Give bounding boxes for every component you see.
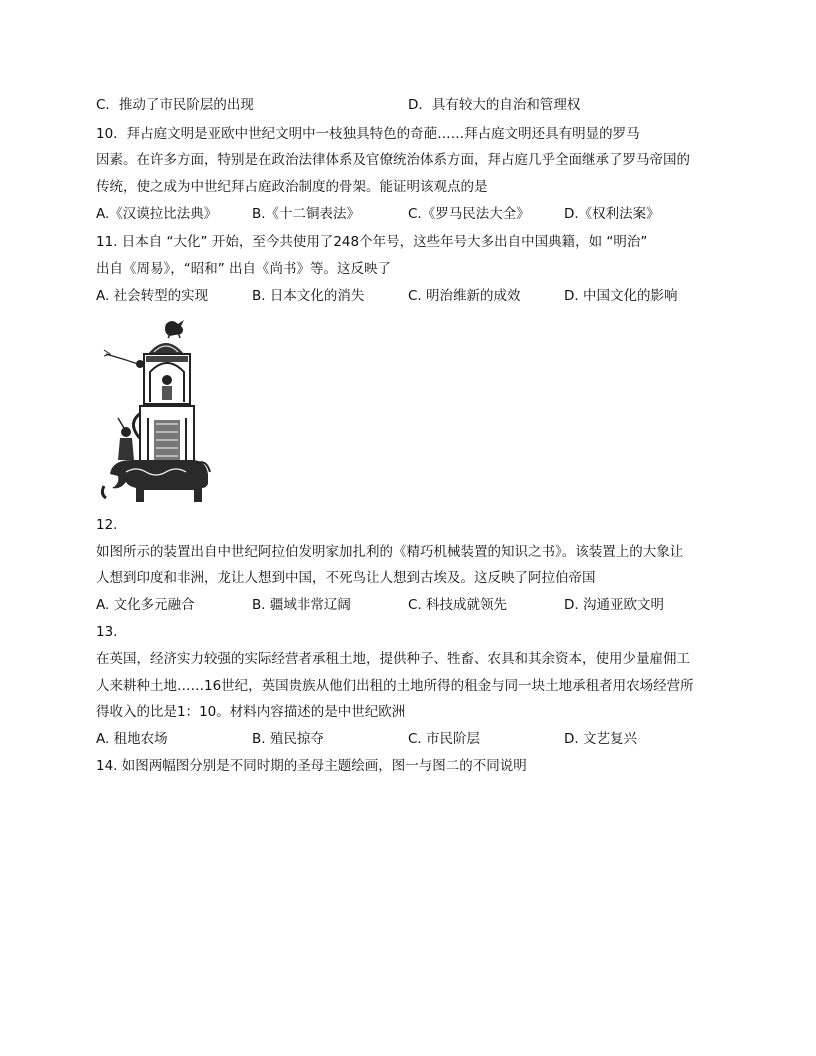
- q12-option-c[interactable]: C. 科技成就领先: [408, 597, 508, 613]
- q10-options-row: [96, 205, 736, 223]
- q12-number: 12.: [96, 517, 118, 533]
- q11-option-d[interactable]: D. 中国文化的影响: [564, 288, 678, 304]
- q13-stem-line2: 人来耕种土地……16世纪，英国贵族从他们出租的土地所得的租金与同一块土地承租者用农场经营所: [96, 678, 694, 694]
- q13-stem-line3: 得收入的比是1：10。材料内容描述的是中世纪欧洲: [96, 704, 406, 720]
- q12-stem-line1: 如图所示的装置出自中世纪阿拉伯发明家加扎利的《精巧机械装置的知识之书》。该装置上的大象让: [96, 544, 684, 560]
- q12-stem-line2: 人想到印度和非洲，龙让人想到中国，不死鸟让人想到古埃及。这反映了阿拉伯帝国: [96, 570, 596, 586]
- q13-number: 13.: [96, 624, 118, 640]
- q10-stem-line1: 10．拜占庭文明是亚欧中世纪文明中一枝独具特色的奇葩……拜占庭文明还具有明显的罗马: [96, 126, 640, 142]
- q11-option-a[interactable]: A. 社会转型的实现: [96, 288, 209, 304]
- q10-stem-line3: 传统，使之成为中世纪拜占庭政治制度的骨架。能证明该观点的是: [96, 179, 488, 195]
- q11-option-c[interactable]: C. 明治维新的成效: [408, 288, 521, 304]
- elephant-clock-figure: [96, 314, 220, 506]
- q12-options-row: [96, 596, 736, 614]
- q13-option-b[interactable]: B. 殖民掠夺: [252, 731, 324, 747]
- q12-option-d[interactable]: D. 沟通亚欧文明: [564, 597, 664, 613]
- q12-option-a[interactable]: A. 文化多元融合: [96, 597, 195, 613]
- q13-options-row: [96, 730, 736, 748]
- q10-stem-line2: 因素。在许多方面，特别是在政治法律体系及官僚统治体系方面，拜占庭几乎全面继承了罗马帝国的: [96, 152, 690, 168]
- q14-stem-line1: 14. 如图两幅图分别是不同时期的圣母主题绘画，图一与图二的不同说明: [96, 758, 527, 774]
- q11-options-row: [96, 287, 736, 305]
- q10-option-c[interactable]: C.《罗马民法大全》: [408, 206, 530, 222]
- q11-stem-line1: 11. 日本自 “大化” 开始，至今共使用了248个年号，这些年号大多出自中国典籍，如 “明治”: [96, 234, 648, 250]
- q11-stem-line2: 出自《周易》，“昭和” 出自《尚书》等。这反映了: [96, 261, 392, 277]
- q9-option-d[interactable]: D．具有较大的自治和管理权: [408, 97, 581, 113]
- q10-option-d[interactable]: D.《权利法案》: [564, 206, 660, 222]
- q13-stem-line1: 在英国，经济实力较强的实际经营者承租土地，提供种子、牲畜、农具和其余资本，使用少量雇佣工: [96, 651, 690, 667]
- q13-option-d[interactable]: D. 文艺复兴: [564, 731, 637, 747]
- q12-option-b[interactable]: B. 疆域非常辽阔: [252, 597, 351, 613]
- q13-option-c[interactable]: C. 市民阶层: [408, 731, 481, 747]
- q11-option-b[interactable]: B. 日本文化的消失: [252, 288, 365, 304]
- q9-options-row: [96, 96, 736, 114]
- q10-option-a[interactable]: A.《汉谟拉比法典》: [96, 206, 218, 222]
- q10-option-b[interactable]: B.《十二铜表法》: [252, 206, 361, 222]
- q9-option-c[interactable]: C．推动了市民阶层的出现: [96, 97, 254, 113]
- q13-option-a[interactable]: A. 租地农场: [96, 731, 168, 747]
